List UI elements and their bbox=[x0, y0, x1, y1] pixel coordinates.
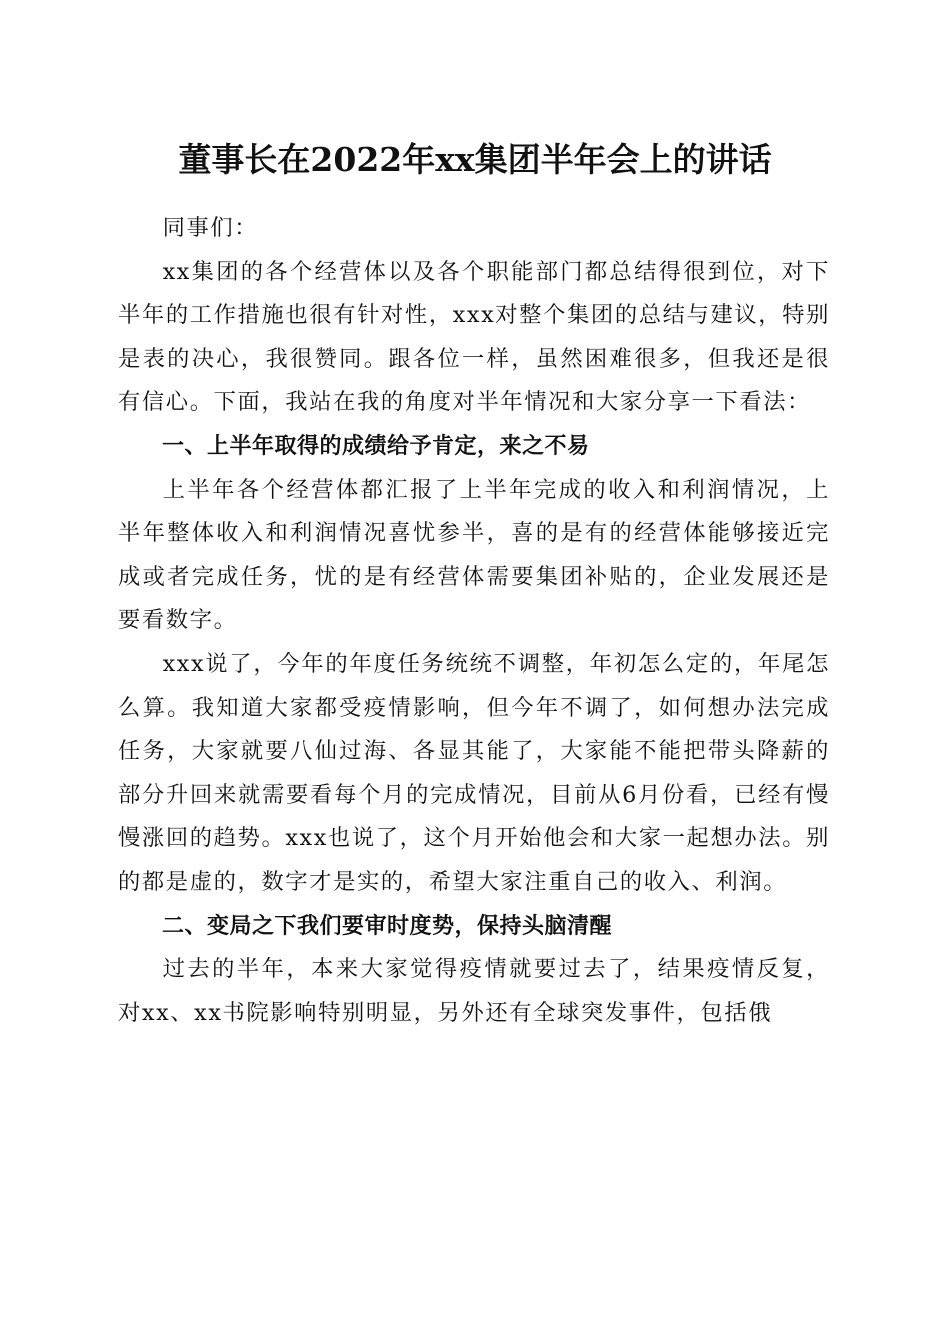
salutation: 同事们： bbox=[162, 215, 259, 241]
section-heading-2: 二、变局之下我们要审时度势，保持头脑清醒 bbox=[162, 913, 613, 939]
document-body bbox=[118, 207, 830, 1035]
document-title: 董事长在2022年xx集团半年会上的讲话 bbox=[178, 140, 772, 179]
section-heading-1: 一、上半年取得的成绩给予肯定，来之不易 bbox=[162, 433, 590, 459]
section-1-paragraph-1: 上半年各个经营体都汇报了上半年完成的收入和利润情况，上半年整体收入和利润情况喜忧参半，喜的是有的经营体能够接近完成或者完成任务，忧的是有经营体需要集团补贴的，企业发展还是要看数字。 bbox=[118, 476, 830, 634]
section-2-paragraph-1: 过去的半年，本来大家觉得疫情就要过去了，结果疫情反复，对xx、xx书院影响特别明显，另外还有全球突发事件，包括俄 bbox=[118, 956, 830, 1026]
intro-paragraph: xx集团的各个经营体以及各个职能部门都总结得很到位，对下半年的工作措施也很有针对性，xxx对整个集团的总结与建议，特别是表的决心，我很赞同。跟各位一样，虽然困难很多，但我还是很有信心。下面，我站在我的角度对半年情况和大家分享一下看法： bbox=[118, 258, 830, 416]
section-1-paragraph-2: xxx说了，今年的年度任务统统不调整，年初怎么定的，年尾怎么算。我知道大家都受疫情影响，但今年不调了，如何想办法完成任务，大家就要八仙过海、各显其能了，大家能不能把带头降薪的部分升回来就需要看每个月的完成情况，目前从6月份看，已经有慢慢涨回的趋势。xxx也说了，这个月开始他会和大家一起想办法。别的都是虚的，数字才是实的，希望大家注重自己的收入、利润。 bbox=[118, 650, 830, 895]
